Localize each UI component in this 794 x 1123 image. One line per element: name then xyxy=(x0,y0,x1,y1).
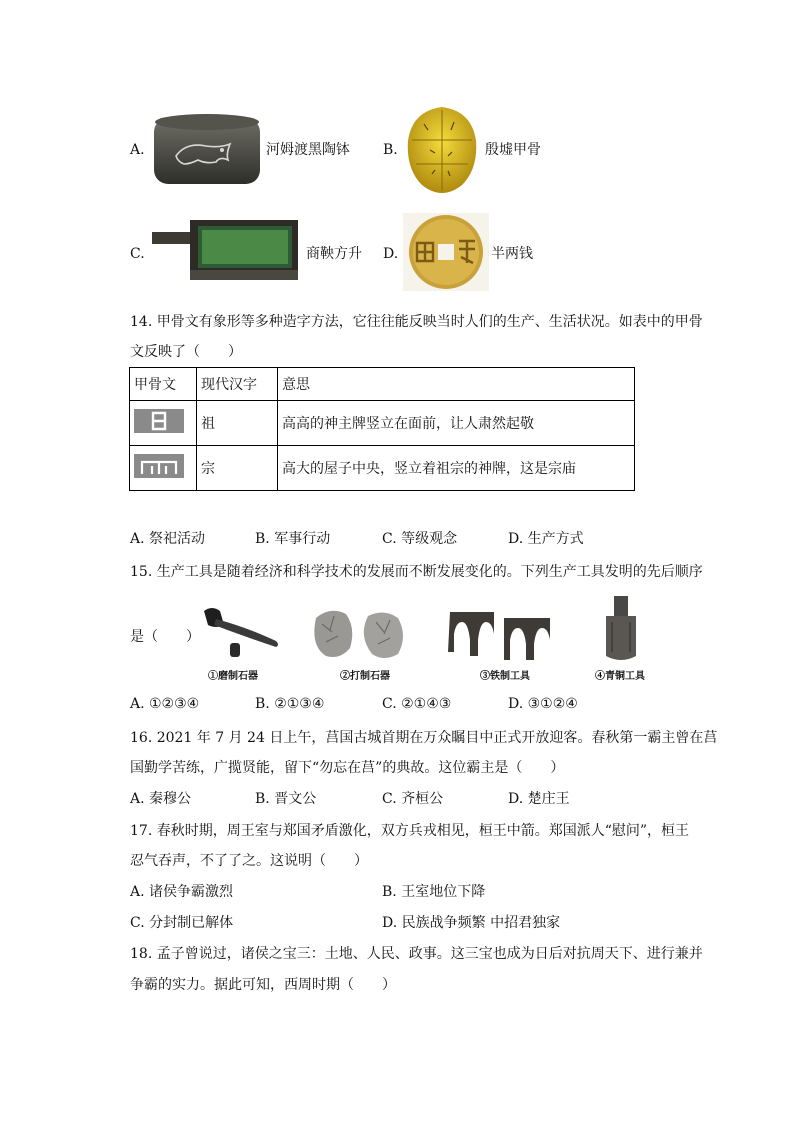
option-letter-d: D. xyxy=(383,246,399,262)
q17-stem-line-2: 忍气吞声，不了了之。这说明（ ） xyxy=(130,853,368,869)
table-row xyxy=(130,446,635,491)
polished-stone-tool-image xyxy=(200,603,282,669)
black-pottery-bowl-image xyxy=(152,110,262,192)
tool-caption: ④青铜工具 xyxy=(595,671,645,682)
meaning-cell: 高大的屋子中央，竖立着祖宗的神牌，这是宗庙 xyxy=(278,446,635,491)
bronze-tool-image xyxy=(600,594,642,668)
table-header: 意思 xyxy=(278,368,635,401)
q15-stem-line-1: 15. 生产工具是随着经济和科学技术的发展而不断发展变化的。下列生产工具发明的先后顺序 xyxy=(130,564,703,580)
q16-stem-line-2: 国勤学苦练，广揽贤能，留下“勿忘在莒”的典故。这位霸主是（ ） xyxy=(130,760,565,776)
table-header: 现代汉字 xyxy=(197,368,278,401)
oracle-glyph-cell xyxy=(130,446,197,491)
option-letter-a: A. xyxy=(130,142,145,158)
q17-stem-line-1: 17. 春秋时期，周王室与郑国矛盾激化，双方兵戎相见，桓王中箭。郑国派人“慰问”，桓王 xyxy=(130,823,690,839)
q16-option-d[interactable]: D. 楚庄王 xyxy=(508,791,570,807)
modern-char-cell: 祖 xyxy=(197,401,278,446)
oracle-glyph-cell xyxy=(130,401,197,446)
q15-stem-line-2: 是（ ） xyxy=(130,629,200,645)
q15-option-b[interactable]: B. ②①③④ xyxy=(255,696,325,712)
q17-option-c[interactable]: C. 分封制已解体 xyxy=(130,915,234,931)
oracle-glyph-zong-image xyxy=(134,454,184,478)
meaning-cell: 高高的神主牌竖立在面前，让人肃然起敬 xyxy=(278,401,635,446)
option-c-label: 商鞅方升 xyxy=(306,246,362,262)
q16-stem-line-1: 16. 2021 年 7 月 24 日上午，莒国古城首期在万众瞩目中正式开放迎客。春秋第一霸主曾在莒 xyxy=(130,730,718,746)
q14-option-c[interactable]: C. 等级观念 xyxy=(382,531,458,547)
option-letter-b: B. xyxy=(383,142,398,158)
table-header: 甲骨文 xyxy=(130,368,197,401)
shang-yang-square-measure-image xyxy=(150,214,300,288)
tool-caption: ②打制石器 xyxy=(340,671,390,682)
option-d-label: 半两钱 xyxy=(491,246,533,262)
q16-option-a[interactable]: A. 秦穆公 xyxy=(130,791,192,807)
banliang-coin-image xyxy=(403,213,489,295)
q18-stem-line-1: 18. 孟子曾说过，诸侯之宝三：土地、人民、政事。这三宝也成为日后对抗周天下、进行兼并 xyxy=(130,946,703,962)
q14-stem-line-2: 文反映了（ ） xyxy=(130,344,242,360)
q14-option-d[interactable]: D. 生产方式 xyxy=(508,531,584,547)
oracle-glyph-zu-image xyxy=(134,409,184,433)
q17-option-b[interactable]: B. 王室地位下降 xyxy=(382,884,486,900)
tool-caption: ①磨制石器 xyxy=(208,671,258,682)
tool-caption: ③铁制工具 xyxy=(480,671,530,682)
q16-option-c[interactable]: C. 齐桓公 xyxy=(382,791,444,807)
q15-option-a[interactable]: A. ①②③④ xyxy=(130,696,200,712)
q17-option-d[interactable]: D. 民族战争频繁 中招君独家 xyxy=(382,915,561,931)
q15-option-d[interactable]: D. ③①②④ xyxy=(508,696,578,712)
q14-option-a[interactable]: A. 祭祀活动 xyxy=(130,531,206,547)
oracle-bone-table xyxy=(129,367,635,491)
option-letter-c: C. xyxy=(130,246,145,262)
table-row xyxy=(130,401,635,446)
chipped-stone-tool-image xyxy=(312,606,408,666)
q14-option-b[interactable]: B. 军事行动 xyxy=(255,531,331,547)
q16-option-b[interactable]: B. 晋文公 xyxy=(255,791,317,807)
q17-option-a[interactable]: A. 诸侯争霸激烈 xyxy=(130,884,234,900)
iron-tool-image xyxy=(446,608,556,666)
option-b-label: 殷墟甲骨 xyxy=(485,142,541,158)
q18-stem-line-2: 争霸的实力。据此可知，西周时期（ ） xyxy=(130,977,396,993)
q14-stem-line-1: 14. 甲骨文有象形等多种造字方法，它往往能反映当时人们的生产、生活状况。如表中的甲骨 xyxy=(130,314,703,330)
modern-char-cell: 宗 xyxy=(197,446,278,491)
q15-option-c[interactable]: C. ②①④③ xyxy=(382,696,452,712)
oracle-bone-shell-image xyxy=(402,104,482,198)
option-a-label: 河姆渡黑陶钵 xyxy=(266,142,350,158)
